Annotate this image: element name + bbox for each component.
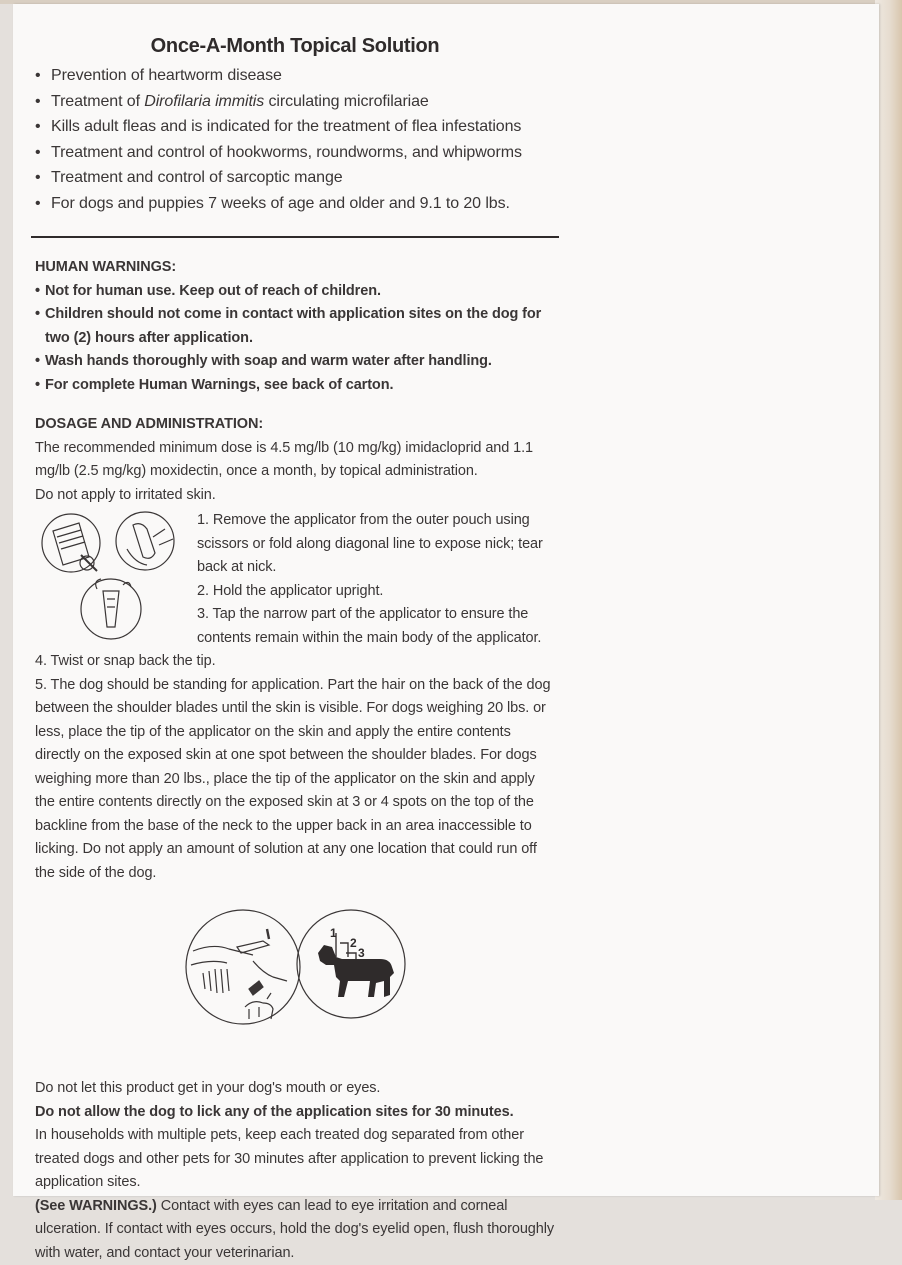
human-warnings-list — [35, 280, 555, 398]
applicator-instructions-illustration — [35, 509, 197, 641]
product-title: Once-A-Month Topical Solution — [35, 34, 555, 58]
steps-text — [197, 509, 555, 650]
lick-warning: Do not allow the dog to lick any of the application sites for 30 minutes. — [35, 1101, 555, 1125]
applicator-steps — [35, 509, 555, 650]
spot-label-2: 2 — [350, 936, 357, 950]
label-content — [35, 34, 555, 1265]
see-warnings-ref: (See WARNINGS.) — [35, 1198, 157, 1214]
indication-item: • Kills adult fleas and is indicated for the treatment of flea infestations — [35, 114, 555, 140]
mouth-eyes-note: Do not let this product get in your dog's mouth or eyes. — [35, 1077, 555, 1101]
multi-pet-note: In households with multiple pets, keep each treated dog separated from other treated dogs and other pets for 30 minutes after application to prevent licking the application sites. — [35, 1124, 555, 1195]
eye-contact-text: Contact with eyes can lead to eye irritation and corneal ulceration. If contact with eyes occurs, hold the dog's eyelid open, flush thoroughly with water, and contact your veterinarian. — [35, 1198, 554, 1261]
dosage-heading: DOSAGE AND ADMINISTRATION: — [35, 413, 555, 437]
section-divider — [31, 236, 559, 238]
closing-warnings — [35, 1077, 555, 1265]
dosage-intro: The recommended minimum dose is 4.5 mg/lb (10 mg/kg) imidacloprid and 1.1 mg/lb (2.5 mg/kg) moxidectin, once a month, by topical administration. — [35, 437, 555, 484]
hold-applicator-circle-icon — [116, 512, 174, 570]
skin-note: Do not apply to irritated skin. — [35, 484, 555, 508]
part-hair-circle-icon — [186, 910, 300, 1024]
step-4: 4. Twist or snap back the tip. — [35, 650, 555, 674]
step-1: 1. Remove the applicator from the outer pouch using scissors or fold along diagonal line to expose nick; tear back at nick. — [197, 509, 555, 580]
carton-panel — [13, 4, 879, 1196]
indication-item: • Treatment and control of hookworms, roundworms, and whipworms — [35, 140, 555, 166]
open-pouch-circle-icon — [42, 514, 100, 572]
dog-spots-illustration — [294, 907, 408, 1021]
step-3: 3. Tap the narrow part of the applicator to ensure the contents remain within the main body of the applicator. — [197, 603, 555, 650]
step-2: 2. Hold the applicator upright. — [197, 580, 555, 604]
warning-item: • Wash hands thoroughly with soap and warm water after handling. — [35, 350, 555, 374]
part-hair-illustration — [183, 907, 303, 1027]
tap-applicator-circle-icon — [81, 579, 141, 639]
warning-item: • Children should not come in contact with application sites on the dog for two (2) hours after application. — [35, 303, 555, 350]
spot-label-3: 3 — [358, 946, 365, 960]
indication-item: • For dogs and puppies 7 weeks of age and older and 9.1 to 20 lbs. — [35, 191, 555, 217]
warning-item: • Not for human use. Keep out of reach of children. — [35, 280, 555, 304]
application-figures — [35, 907, 555, 1077]
eye-contact-note — [35, 1195, 555, 1265]
carton-side-edge — [875, 0, 902, 1200]
human-warnings-heading: HUMAN WARNINGS: — [35, 256, 555, 280]
indication-item: • Treatment of Dirofilaria immitis circulating microfilariae — [35, 89, 555, 115]
step-5: 5. The dog should be standing for application. Part the hair on the back of the dog between the shoulder blades until the skin is visible. For dogs weighing 20 lbs. or less, place the tip of the applicator on the skin and apply the entire contents directly on the exposed skin at one spot between the shoulder blades. For dogs weighing more than 20 lbs., place the tip of the applicator on the skin and apply the entire contents directly on the exposed skin at 3 or 4 spots on the top of the backline from the base of the neck to the upper back in an area inaccessible to licking. Do not apply an amount of solution at any one location that could run off the side of the dog. — [35, 674, 555, 886]
indications-list — [35, 63, 555, 216]
indication-item: • Treatment and control of sarcoptic mange — [35, 165, 555, 191]
spot-label-1: 1 — [330, 926, 337, 940]
warning-item: • For complete Human Warnings, see back of carton. — [35, 374, 555, 398]
indication-item: • Prevention of heartworm disease — [35, 63, 555, 89]
